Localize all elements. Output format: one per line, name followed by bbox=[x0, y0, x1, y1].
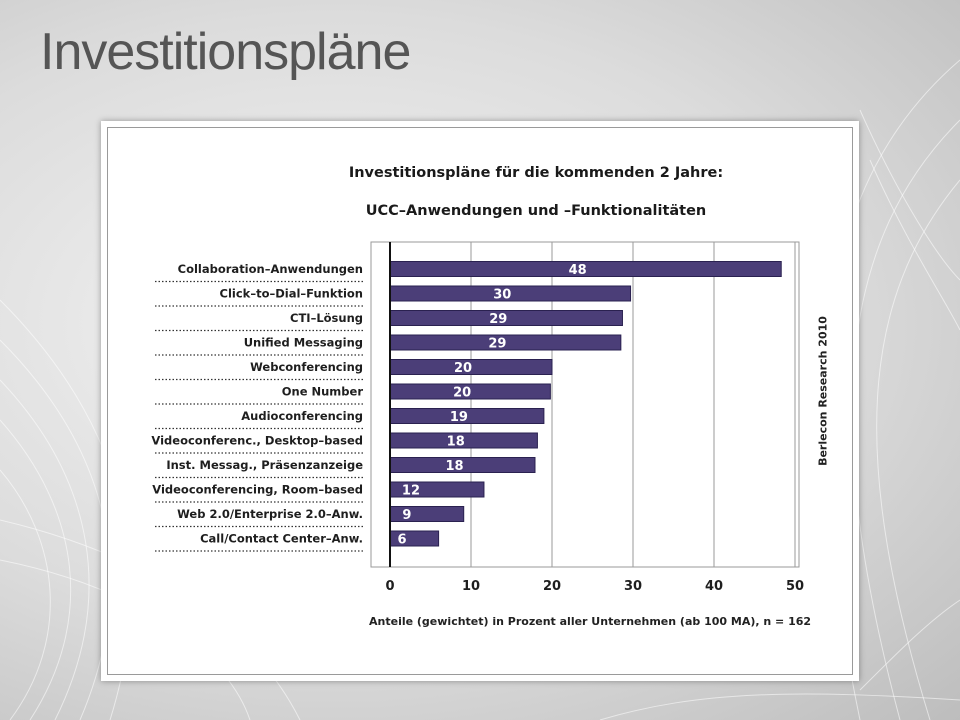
bar-value-label: 18 bbox=[445, 459, 464, 474]
x-axis-label: Anteile (gewichtet) in Prozent aller Unternehmen (ab 100 MA), n = 162 bbox=[369, 615, 812, 628]
x-tick-label: 30 bbox=[623, 579, 643, 594]
x-tick-labels bbox=[385, 579, 804, 594]
category-label: Web 2.0/Enterprise 2.0–Anw. bbox=[177, 507, 363, 521]
category-label: Videoconferenc., Desktop–based bbox=[151, 433, 363, 448]
bar-value-label: 48 bbox=[568, 263, 587, 278]
chart-subtitle: UCC–Anwendungen und –Funktionalitäten bbox=[365, 203, 707, 219]
chart-image-frame bbox=[101, 121, 859, 681]
bar-chart bbox=[101, 121, 859, 681]
category-label: Videoconferencing, Room–based bbox=[152, 482, 363, 497]
bar-value-label: 19 bbox=[449, 410, 468, 425]
category-label: Unified Messaging bbox=[243, 335, 363, 350]
bar-value-label: 29 bbox=[488, 336, 507, 352]
chart-title: Investitionspläne für die kommenden 2 Jahre: bbox=[348, 165, 724, 181]
slide-title: Investitionspläne bbox=[40, 23, 411, 81]
category-label: Call/Contact Center–Anw. bbox=[200, 531, 363, 546]
x-tick-label: 10 bbox=[461, 579, 481, 594]
category-label: Click–to–Dial–Funktion bbox=[219, 286, 363, 301]
bar-value-label: 12 bbox=[401, 483, 421, 499]
bar-value-label: 18 bbox=[446, 434, 465, 450]
bar-value-label: 20 bbox=[453, 385, 472, 401]
category-label: CTI–Lösung bbox=[290, 311, 363, 325]
x-tick-label: 50 bbox=[785, 579, 805, 594]
value-labels bbox=[397, 263, 586, 548]
category-labels bbox=[151, 262, 363, 551]
x-tick-label: 40 bbox=[704, 579, 724, 594]
bar-value-label: 6 bbox=[397, 532, 407, 548]
category-label: Webconferencing bbox=[250, 360, 363, 374]
bars bbox=[390, 262, 781, 547]
category-label: Inst. Messag., Präsenzanzeige bbox=[166, 458, 363, 472]
source-note: Berlecon Research 2010 bbox=[816, 316, 830, 466]
bar-value-label: 9 bbox=[402, 508, 412, 523]
x-tick-label: 20 bbox=[542, 579, 562, 594]
bar bbox=[390, 507, 464, 522]
bar-value-label: 30 bbox=[493, 287, 512, 303]
category-label: Audioconferencing bbox=[241, 409, 363, 423]
x-tick-label: 0 bbox=[385, 579, 395, 594]
bar-value-label: 29 bbox=[489, 312, 508, 327]
bar-value-label: 20 bbox=[453, 361, 473, 376]
category-label: Collaboration–Anwendungen bbox=[177, 262, 363, 276]
category-label: One Number bbox=[281, 384, 363, 399]
